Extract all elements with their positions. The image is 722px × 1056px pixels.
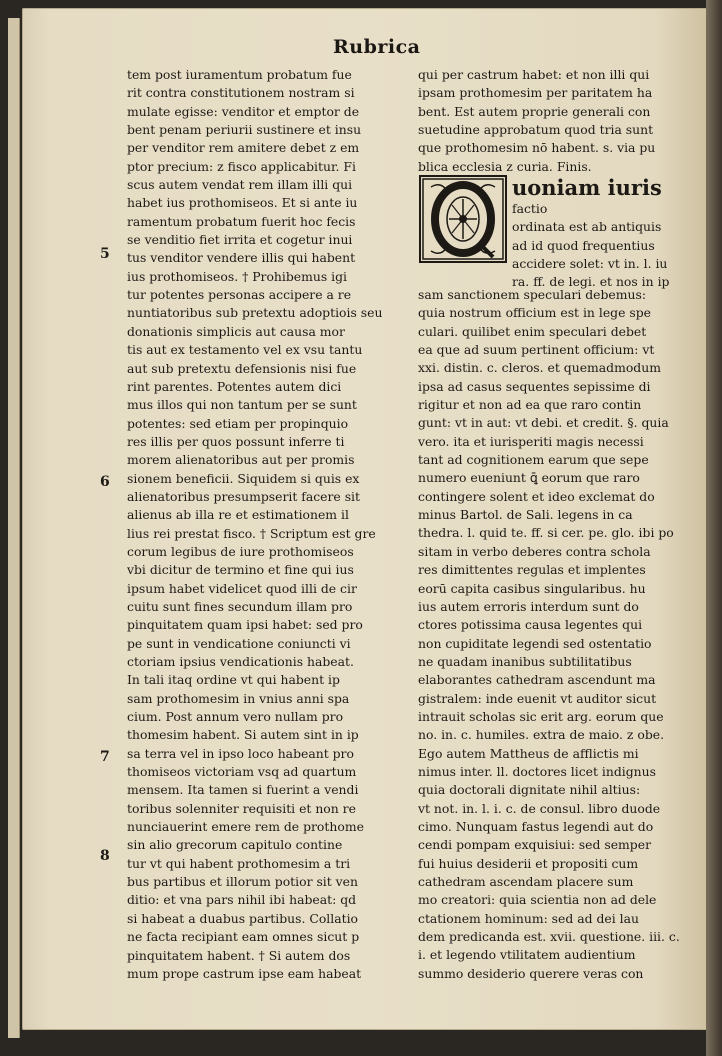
text-line: elaborantes cathedram ascendunt ma <box>418 672 656 688</box>
page-edge <box>13 18 20 1038</box>
text-line: que prothomesim nō habent. s. via pu <box>418 140 656 156</box>
text-line: morem alienatoribus aut per promis <box>127 452 355 468</box>
text-line: res illis per quos possunt inferre ti <box>127 433 345 449</box>
text-line: sam prothomesim in vnius anni spa <box>127 690 350 706</box>
text-line: donationis simplicis aut causa mor <box>127 323 345 339</box>
text-line: thomiseos victoriam vsq ad quartum <box>127 764 357 780</box>
text-line: nuntiatoribus sub pretextu adoptiois seu <box>127 305 383 321</box>
text-line: pe sunt in vendicatione coniuncti vi <box>127 635 351 651</box>
text-line: tur potentes personas accipere a re <box>127 287 352 303</box>
text-line: ea que ad suum pertinent officium: vt <box>418 342 655 358</box>
text-line: Ego autem Mattheus de afflictis mi <box>418 745 639 761</box>
text-line: contingere solent et ideo exclemat do <box>418 488 655 504</box>
margin-number: 5 <box>100 246 110 262</box>
text-line: tant ad cognitionem earum que sepe <box>418 452 649 468</box>
text-line: uoniam iuris <box>512 176 662 200</box>
text-line: thedra. l. quid te. ff. si cer. pe. glo. ibi po <box>418 525 674 541</box>
text-line: cendi pompam exquisiui: sed semper <box>418 837 651 853</box>
text-line: no. in. c. humiles. extra de maio. z obe. <box>418 727 665 743</box>
text-line: tus venditor vendere illis qui habent <box>127 250 356 266</box>
text-line: non cupiditate legendi sed ostentatio <box>418 635 652 651</box>
right-text-column-top <box>418 66 686 176</box>
text-line: nunciauerint emere rem de prothome <box>127 819 364 835</box>
text-line: cimo. Nunquam fastus legendi aut do <box>418 818 654 834</box>
text-line: fui huius desiderii et propositi cum <box>418 855 639 871</box>
text-line: bent. Est autem proprie generali con <box>418 103 651 119</box>
text-line: pinquitatem habent. † Si autem dos <box>127 947 351 963</box>
text-line: gistralem: inde euenit vt auditor sicut <box>418 690 657 706</box>
text-line: ra. ff. de legi. et nos in ip <box>512 274 670 290</box>
text-line: tem post iuramentum probatum fue <box>127 67 352 82</box>
text-line: minus Bartol. de Sali. legens in ca <box>418 507 633 523</box>
text-line: sionem beneficii. Siquidem si quis ex <box>127 470 360 486</box>
text-line: ctoriam ipsius vendicationis habeat. <box>127 654 354 669</box>
text-line: In tali itaq ordine vt qui habent ip <box>127 672 340 688</box>
text-line: mo creatori: quia scientia non ad dele <box>418 892 657 908</box>
text-line: scus autem vendat rem illam illi qui <box>127 177 353 193</box>
text-line: sa terra vel in ipso loco habeant pro <box>127 745 354 761</box>
ornament-icon <box>421 177 505 261</box>
text-line: alienus ab illa re et estimationem il <box>127 507 349 523</box>
text-line: ramentum probatum fuerit hoc fecis <box>127 213 356 229</box>
text-line: qui per castrum habet: et non illi qui <box>418 67 650 82</box>
text-line: ne facta recipiant eam omnes sicut p <box>127 929 360 945</box>
text-line: cuitu sunt fines secundum illam pro <box>127 598 353 614</box>
text-line: tis aut ex testamento vel ex vsu tantu <box>127 342 363 358</box>
text-line: rit contra constitutionem nostram si <box>127 85 355 101</box>
text-line: aut sub pretextu defensionis nisi fue <box>127 360 357 376</box>
text-line: quia doctorali dignitate nihil altius: <box>418 782 641 798</box>
text-line: numero eueniunt ꝗ̄ eorum que raro <box>418 470 640 486</box>
text-line: habet ius prothomiseos. Et si ante iu <box>127 195 358 211</box>
text-line: accidere solet: vt in. l. iu <box>512 256 668 272</box>
text-line: rint parentes. Potentes autem dici <box>127 378 342 394</box>
text-line: mensem. Ita tamen si fuerint a vendi <box>127 782 359 798</box>
text-line: mum prope castrum ipse eam habeat <box>127 965 362 981</box>
text-line: res dimittentes regulas et implentes <box>418 562 646 578</box>
text-line: bus partibus et illorum potior sit ven <box>127 874 358 890</box>
text-line: rigitur et non ad ea que raro contin <box>418 397 642 413</box>
text-line: per venditor rem amitere debet z em <box>127 140 360 156</box>
text-line: ditio: et vna pars nihil ibi habeat: qd <box>127 892 357 908</box>
text-line: se venditio fiet irrita et cogetur inui <box>127 232 353 248</box>
text-line: cathedram ascendam placere sum <box>418 874 634 889</box>
right-text-column-body <box>418 286 686 983</box>
text-line: ipsam prothomesim per paritatem ha <box>418 85 653 101</box>
text-line: toribus solenniter requisiti et non re <box>127 800 356 816</box>
text-line: pinquitatem quam ipsi habet: sed pro <box>127 617 363 633</box>
text-line: potentes: sed etiam per propinquio <box>127 415 349 431</box>
text-line: thomesim habent. Si autem sint in ip <box>127 727 359 743</box>
text-line: factio <box>512 201 548 216</box>
right-text-column-initial-lines <box>512 176 688 292</box>
text-line: xxi. distin. c. cleros. et quemadmodum <box>418 360 661 376</box>
text-line: ptor precium: z fisco applicabitur. Fi <box>127 158 356 174</box>
text-line: i. et legendo vtilitatem audientium <box>418 947 636 963</box>
text-line: mus illos qui non tantum per se sunt <box>127 397 357 413</box>
text-line: vbi dicitur de termino et fine qui ius <box>127 562 354 578</box>
text-line: eorū capita casibus singularibus. hu <box>418 580 646 596</box>
text-line: si habeat a duabus partibus. Collatio <box>127 910 359 926</box>
text-line: suetudine approbatum quod tria sunt <box>418 122 654 138</box>
margin-number: 8 <box>100 848 110 864</box>
text-line: mulate egisse: venditor et emptor de <box>127 103 360 119</box>
running-heading: Rubrica <box>333 36 421 58</box>
text-line: corum legibus de iure prothomiseos <box>127 543 354 559</box>
text-line: ius prothomiseos. † Prohibemus igi <box>127 268 348 284</box>
decorated-initial <box>419 175 507 263</box>
text-line: quia nostrum officium est in lege spe <box>418 305 651 321</box>
text-line: culari. quilibet enim speculari debet <box>418 323 647 339</box>
text-line: sam sanctionem speculari debemus: <box>418 287 647 302</box>
text-line: sin alio grecorum capitulo contine <box>127 837 343 853</box>
text-line: ctores potissima causa legentes qui <box>418 617 643 633</box>
text-line: ipsa ad casus sequentes sepissime di <box>418 378 651 394</box>
text-line: gunt: vt in aut: vt debi. et credit. §. quia <box>418 415 669 431</box>
left-text-column <box>127 66 383 983</box>
text-line: vt not. in. l. i. c. de consul. libro duode <box>418 800 661 816</box>
text-line: summo desiderio querere veras con <box>418 965 644 981</box>
text-line: cium. Post annum vero nullam pro <box>127 709 344 725</box>
text-line: vero. ita et iurisperiti magis necessi <box>418 433 644 449</box>
text-line: blica ecclesia z curia. Finis. <box>418 158 592 174</box>
text-line: bent penam periurii sustinere et insu <box>127 122 362 138</box>
text-line: ius autem erroris interdum sunt do <box>418 598 639 614</box>
book-binding <box>706 0 722 1056</box>
text-line: ipsum habet videlicet quod illi de cir <box>127 580 357 596</box>
text-line: lius rei prestat fisco. † Scriptum est gre <box>127 525 376 541</box>
text-line: ctationem hominum: sed ad dei lau <box>418 910 639 926</box>
text-line: dem predicanda est. xvii. questione. iii. c. <box>418 929 680 945</box>
text-line: intrauit scholas sic erit arg. eorum que <box>418 708 664 724</box>
text-line: ordinata est ab antiquis <box>512 219 662 235</box>
margin-number: 7 <box>100 749 110 765</box>
text-line: tur vt qui habent prothomesim a tri <box>127 855 351 871</box>
text-line: sitam in verbo deberes contra schola <box>418 543 651 559</box>
text-line: ne quadam inanibus subtilitatibus <box>418 653 632 669</box>
text-line: alienatoribus presumpserit facere sit <box>127 488 360 504</box>
text-line: nimus inter. ll. doctores licet indignus <box>418 763 656 779</box>
margin-number: 6 <box>100 474 110 490</box>
text-line: ad id quod frequentius <box>512 237 655 253</box>
